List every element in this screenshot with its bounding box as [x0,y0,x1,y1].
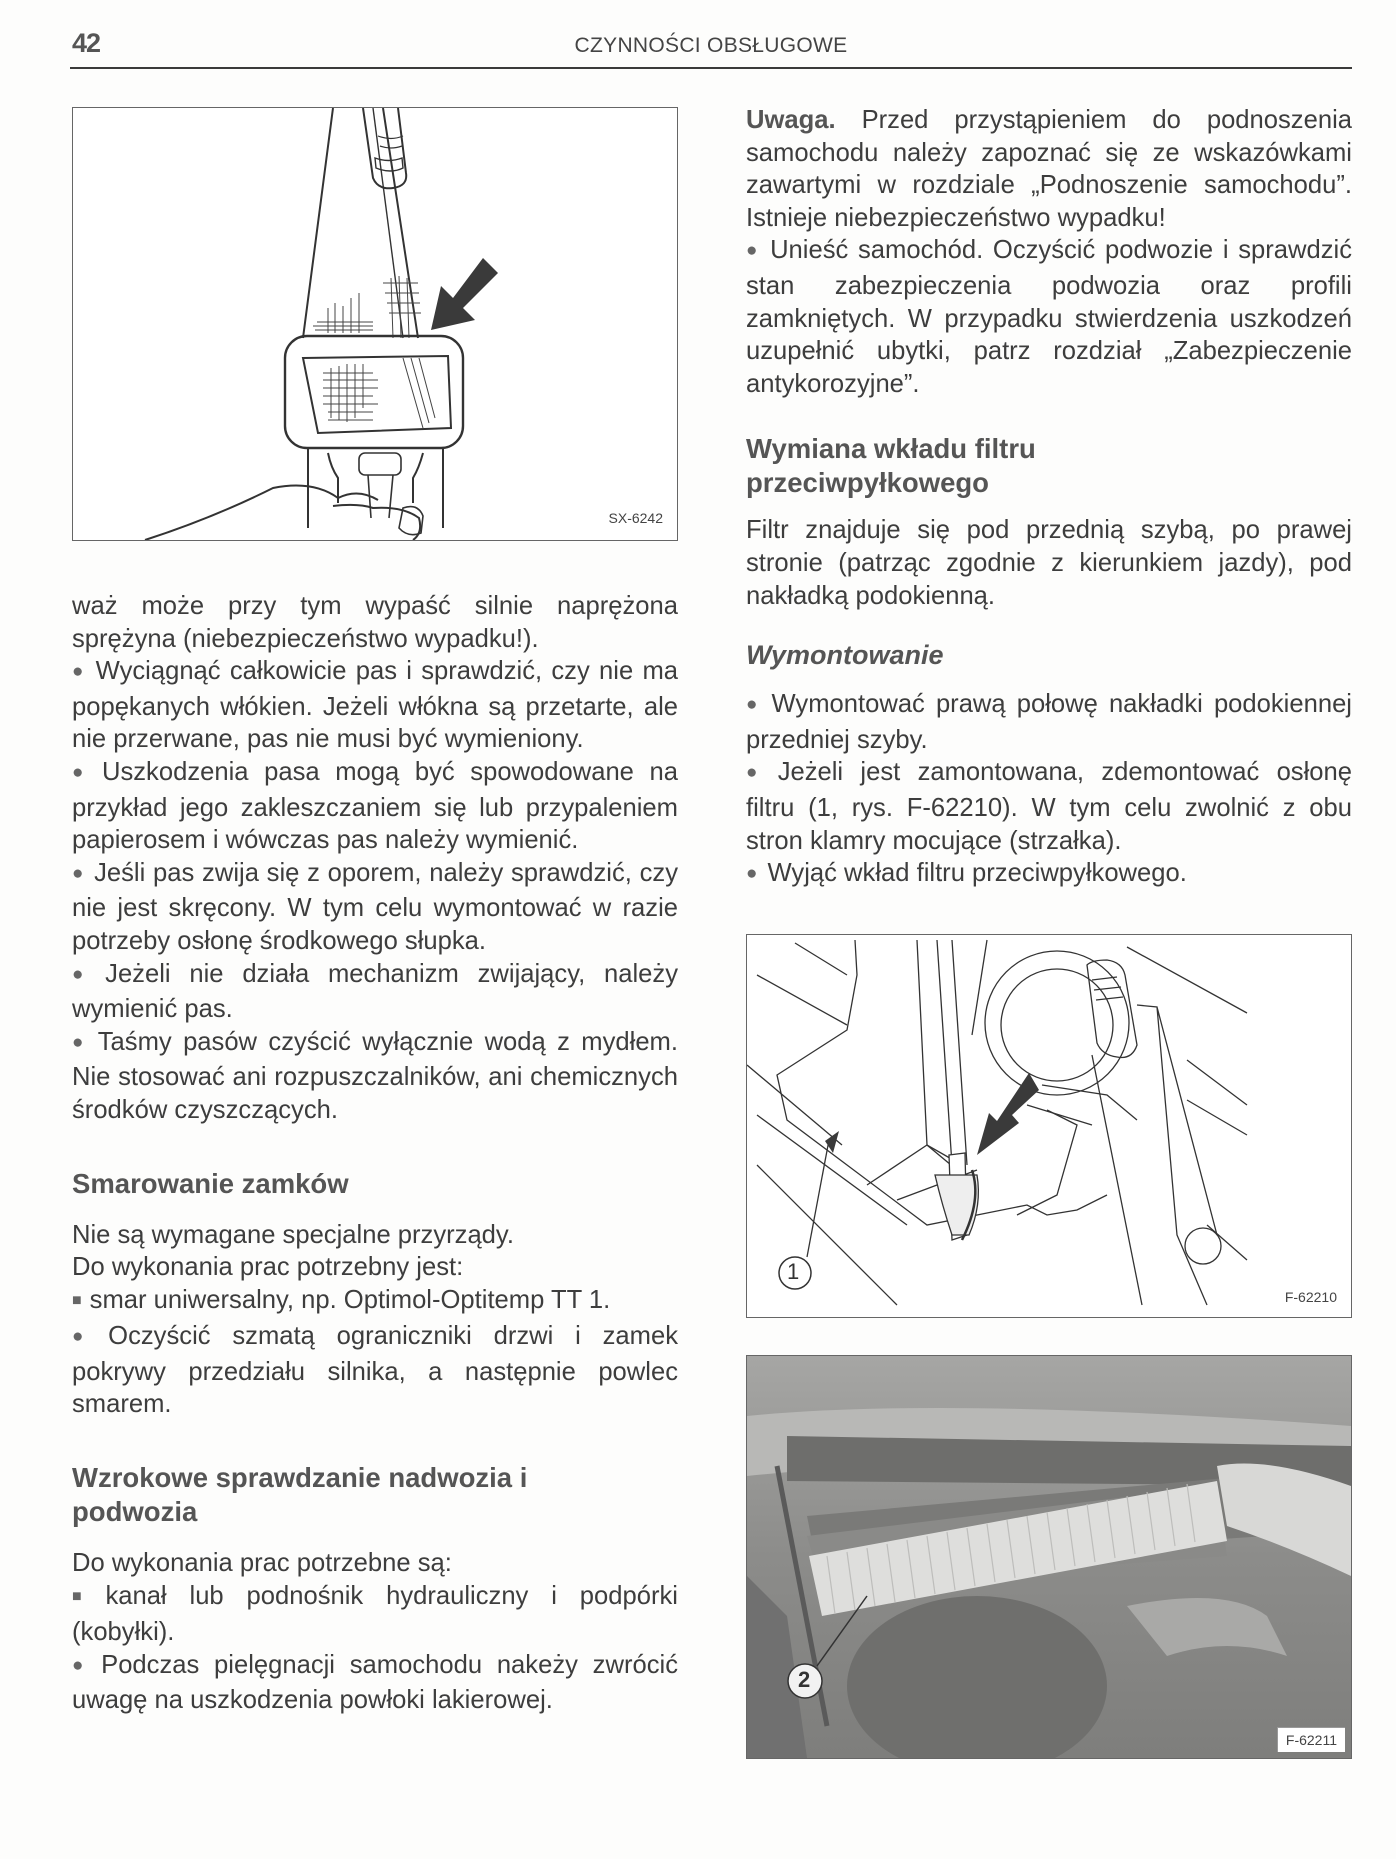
tool-item: ■ smar uniwersalny, np. Optimol-Optitemp TT 1. [72,1284,678,1321]
figure-code: F-62210 [1284,1289,1337,1305]
bullet-item: ● Uszkodzenia pasa mogą być spowodowane na przykład jego zakleszczaniem się lub przypaleniem papierosem i wówczas pas należy wymienić. [72,756,678,857]
figure-filter-photo [746,1355,1352,1759]
figure-code: F-62211 [1277,1727,1345,1752]
section-heading-body-check: Wzrokowe sprawdzanie nadwozia i podwozia [72,1462,528,1528]
right-column [746,104,1352,893]
warning-text: Przed przystąpieniem do podnoszenia samochodu należy zapoznać się ze wskazówkami zawartymi w rozdziale „Podnoszenie samochodu”. Istnieje niebezpieczeństwo wypadku! [746,106,1352,232]
left-column [72,590,678,1717]
seatbelt-illustration [73,108,677,540]
bullet-item: ● Wyjąć wkład filtru przeciwpyłkowego. [746,857,1352,893]
locks-intro-1: Nie są wymagane specjalne przyrządy. [72,1220,514,1249]
figure-seatbelt [72,107,678,541]
body-intro: Do wykonania prac potrzebne są: [72,1549,452,1578]
locks-intro-2: Do wykonania prac potrzebny jest: [72,1253,464,1282]
callout-2: 2 [798,1667,811,1692]
continuation-paragraph: waż może przy tym wypaść silnie naprężona sprężyna (niebezpieczeństwo wypadku!). [72,592,678,653]
bullet-item: ● Podczas pielęgnacji samochodu nakeży zwrócić uwagę na uszkodzenia powłoki lakierowej. [72,1649,678,1717]
filter-cover-illustration [747,935,1351,1317]
warning-paragraph [746,104,1352,234]
bullet-item: ● Unieść samochód. Oczyścić podwozie i sprawdzić stan zabezpieczenia podwozia oraz profili zamkniętych. W przypadku stwierdzenia uszkodzeń uzupełnić ubytki, patrz rozdział „Zabezpieczenie antykorozyjne”. [746,234,1352,400]
figure-code: SX-6242 [608,510,663,526]
page-number: 42 [72,28,101,58]
warning-label: Uwaga. [746,106,836,134]
page-header [70,24,1352,68]
callout-1: 1 [787,1259,800,1284]
bullet-item: ● Jeśli pas zwija się z oporem, należy sprawdzić, czy nie jest skręcony. W tym celu wymontować w razie potrzeby osłonę środkowego słupka. [72,857,678,958]
bullet-item: ● Jeżeli jest zamontowana, zdemontować osłonę filtru (1, rys. F-62210). W tym celu zwolnić z obu stron klamry mocujące (strzałka). [746,756,1352,857]
bullet-item: ● Wyciągnąć całkowicie pas i sprawdzić, czy nie ma popękanych włókien. Jeżeli włókna są przetarte, ale nie przerwane, pas nie musi być wymieniony. [72,655,678,756]
header-rule [70,67,1352,69]
filter-photo [747,1356,1351,1758]
bullet-item: ● Taśmy pasów czyścić wyłącznie wodą z mydłem. Nie stosować ani rozpuszczalników, ani chemicznych środków czyszczących. [72,1026,678,1127]
bullet-item: ● Wymontować prawą połowę nakładki podokiennej przedniej szyby. [746,688,1352,756]
section-heading-filter: Wymiana wkładu filtru przeciwpyłkowego [746,433,1036,499]
section-heading-locks: Smarowanie zamków [72,1167,349,1199]
running-title: CZYNNOŚCI OBSŁUGOWE [574,34,848,57]
figure-filter-cover [746,934,1352,1318]
filter-location-text: Filtr znajduje się pod przednią szybą, po prawej stronie (patrząc zgodnie z kierunkiem jazdy), pod nakładką podokienną. [746,516,1352,610]
bullet-item: ● Oczyścić szmatą ograniczniki drzwi i zamek pokrywy przedziału silnika, a następnie powlec smarem. [72,1320,678,1421]
subsection-heading-removal: Wymontowanie [746,640,944,671]
bullet-item: ● Jeżeli nie działa mechanizm zwijający, należy wymienić pas. [72,958,678,1026]
tool-item: ■ kanał lub podnośnik hydrauliczny i podpórki (kobyłki). [72,1580,678,1649]
